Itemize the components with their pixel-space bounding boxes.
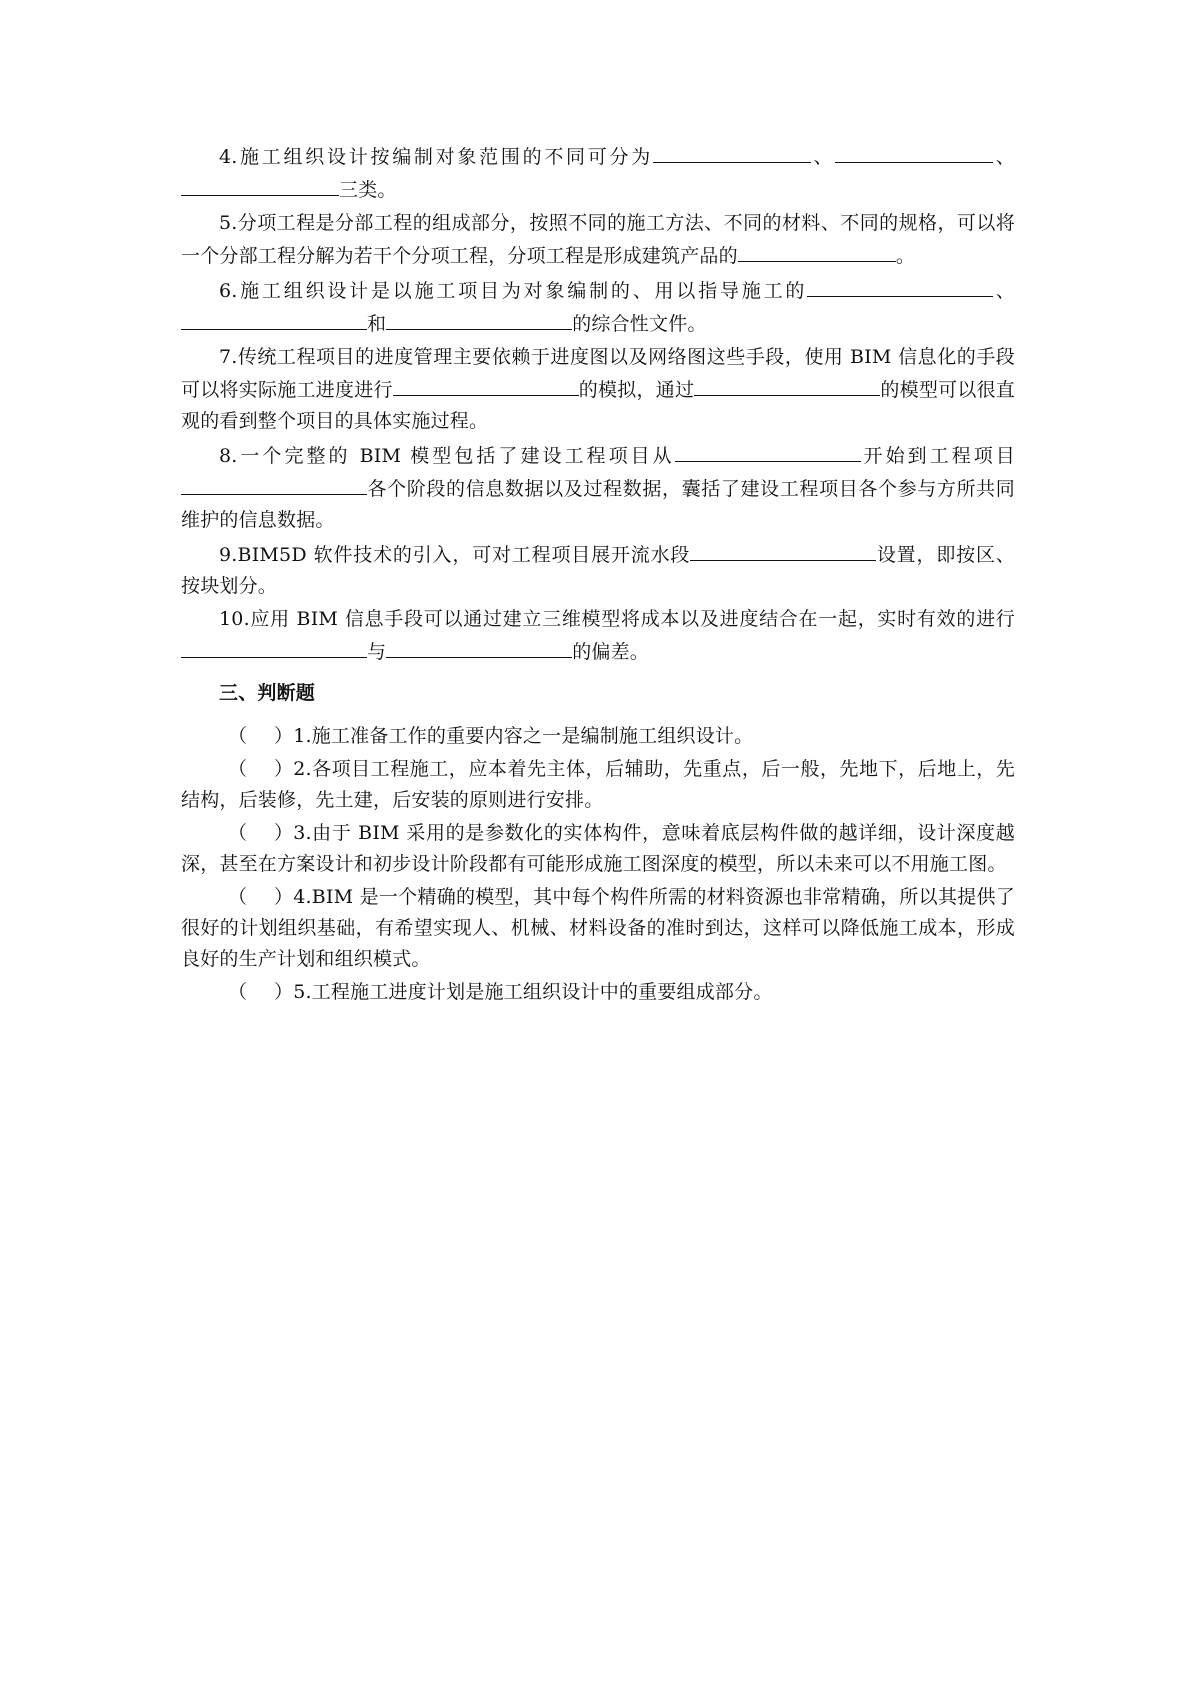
- judge-5-paren-close: ）: [274, 981, 294, 1003]
- q10-text-a: 10.应用 BIM 信息手段可以通过建立三维模型将成本以及进度结合在一起，实时有效的进行: [219, 608, 1015, 630]
- q8-text-b: 开始到工程项目: [860, 445, 1015, 467]
- q10-blank-1[interactable]: [181, 635, 367, 658]
- q6-text-d: 的综合性文件。: [572, 313, 707, 335]
- q4-text-b: 、: [810, 146, 836, 168]
- judge-1-paren-open[interactable]: （: [228, 725, 248, 747]
- question-4: [181, 140, 1015, 206]
- q5-text-b: 。: [895, 245, 916, 267]
- q7-text-c: 的模型可以很直观的看到整个项目的具体实施过程。: [181, 379, 1016, 432]
- judge-item-4: [181, 882, 1015, 975]
- judge-4-paren-close: ）: [274, 886, 294, 908]
- q8-blank-1[interactable]: [675, 439, 861, 462]
- q6-text-c: 和: [367, 313, 387, 335]
- judge-item-5: [181, 977, 1015, 1008]
- judge-3-paren-close: ）: [274, 822, 294, 844]
- q6-text-b: 、: [993, 280, 1015, 302]
- q4-blank-2[interactable]: [835, 140, 993, 163]
- judge-1-paren-close: ）: [274, 725, 294, 747]
- q7-blank-1[interactable]: [393, 373, 579, 396]
- q6-blank-3[interactable]: [386, 307, 572, 330]
- judge-item-3: [181, 818, 1015, 880]
- q4-blank-1[interactable]: [653, 140, 811, 163]
- judge-5-paren-open[interactable]: （: [228, 981, 248, 1003]
- question-9: [181, 538, 1015, 602]
- judge-5-text: 5.工程施工进度计划是施工组织设计中的重要组成部分。: [293, 981, 773, 1003]
- q4-text-c: 、: [993, 146, 1015, 168]
- question-8: [181, 439, 1015, 536]
- q9-text-b: 设置，即按区、按块划分。: [181, 544, 1015, 597]
- q8-text-a: 8.一个完整的 BIM 模型包括了建设工程项目从: [219, 445, 675, 467]
- judge-2-text: 2.各项目工程施工，应本着先主体，后辅助，先重点，后一般，先地下，后地上，先结构，后装修，先土建，后安装的原则进行安排。: [181, 758, 1015, 811]
- q9-text-a: 9.BIM5D 软件技术的引入，可对工程项目展开流水段: [219, 544, 691, 566]
- judge-3-text: 3.由于 BIM 采用的是参数化的实体构件，意味着底层构件做的越详细，设计深度越深，甚至在方案设计和初步设计阶段都有可能形成施工图深度的模型，所以未来可以不用施工图。: [181, 822, 1015, 875]
- q7-blank-2[interactable]: [694, 373, 880, 396]
- q6-blank-1[interactable]: [807, 274, 993, 297]
- q8-blank-2[interactable]: [181, 472, 367, 495]
- question-5: [181, 208, 1015, 272]
- q5-text-a: 5.分项工程是分部工程的组成部分，按照不同的施工方法、不同的材料、不同的规格，可以将一个分部工程分解为若干个分项工程，分项工程是形成建筑产品的: [181, 212, 1015, 267]
- judge-1-text: 1.施工准备工作的重要内容之一是编制施工组织设计。: [293, 725, 754, 747]
- judge-2-paren-open[interactable]: （: [228, 758, 248, 780]
- question-7: [181, 342, 1015, 437]
- judge-4-text: 4.BIM 是一个精确的模型，其中每个构件所需的材料资源也非常精确，所以其提供了很好的计划组织基础，有希望实现人、机械、材料设备的准时到达，这样可以降低施工成本，形成良好的生产计划和组织模式。: [181, 886, 1015, 970]
- q10-blank-2[interactable]: [386, 635, 572, 658]
- q6-blank-2[interactable]: [181, 307, 367, 330]
- judge-2-paren-close: ）: [274, 758, 294, 780]
- q4-blank-3[interactable]: [181, 173, 339, 196]
- q7-text-b: 的模拟，通过: [578, 379, 695, 401]
- judge-item-1: [181, 721, 1015, 752]
- judge-4-paren-open[interactable]: （: [228, 886, 248, 908]
- question-6: [181, 274, 1015, 340]
- q8-text-c: 各个阶段的信息数据以及过程数据，囊括了建设工程项目各个参与方所共同维护的信息数据。: [181, 478, 1015, 531]
- section-three-title: 三、判断题: [219, 682, 316, 704]
- document-page: [181, 140, 1015, 1010]
- q6-text-a: 6.施工组织设计是以施工项目为对象编制的、用以指导施工的: [219, 280, 808, 302]
- judge-item-2: [181, 754, 1015, 816]
- q9-blank-1[interactable]: [690, 538, 876, 561]
- q4-text-a: 4.施工组织设计按编制对象范围的不同可分为: [219, 146, 653, 168]
- question-10: [181, 604, 1015, 668]
- q7-text-a: 7.传统工程项目的进度管理主要依赖于进度图以及网络图这些手段，使用 BIM 信息化的手段可以将实际施工进度进行: [181, 346, 1015, 401]
- q4-text-d: 三类。: [339, 179, 397, 201]
- q10-text-c: 的偏差。: [572, 641, 650, 663]
- q10-text-b: 与: [367, 641, 387, 663]
- q5-blank-1[interactable]: [738, 239, 896, 262]
- judge-3-paren-open[interactable]: （: [228, 822, 248, 844]
